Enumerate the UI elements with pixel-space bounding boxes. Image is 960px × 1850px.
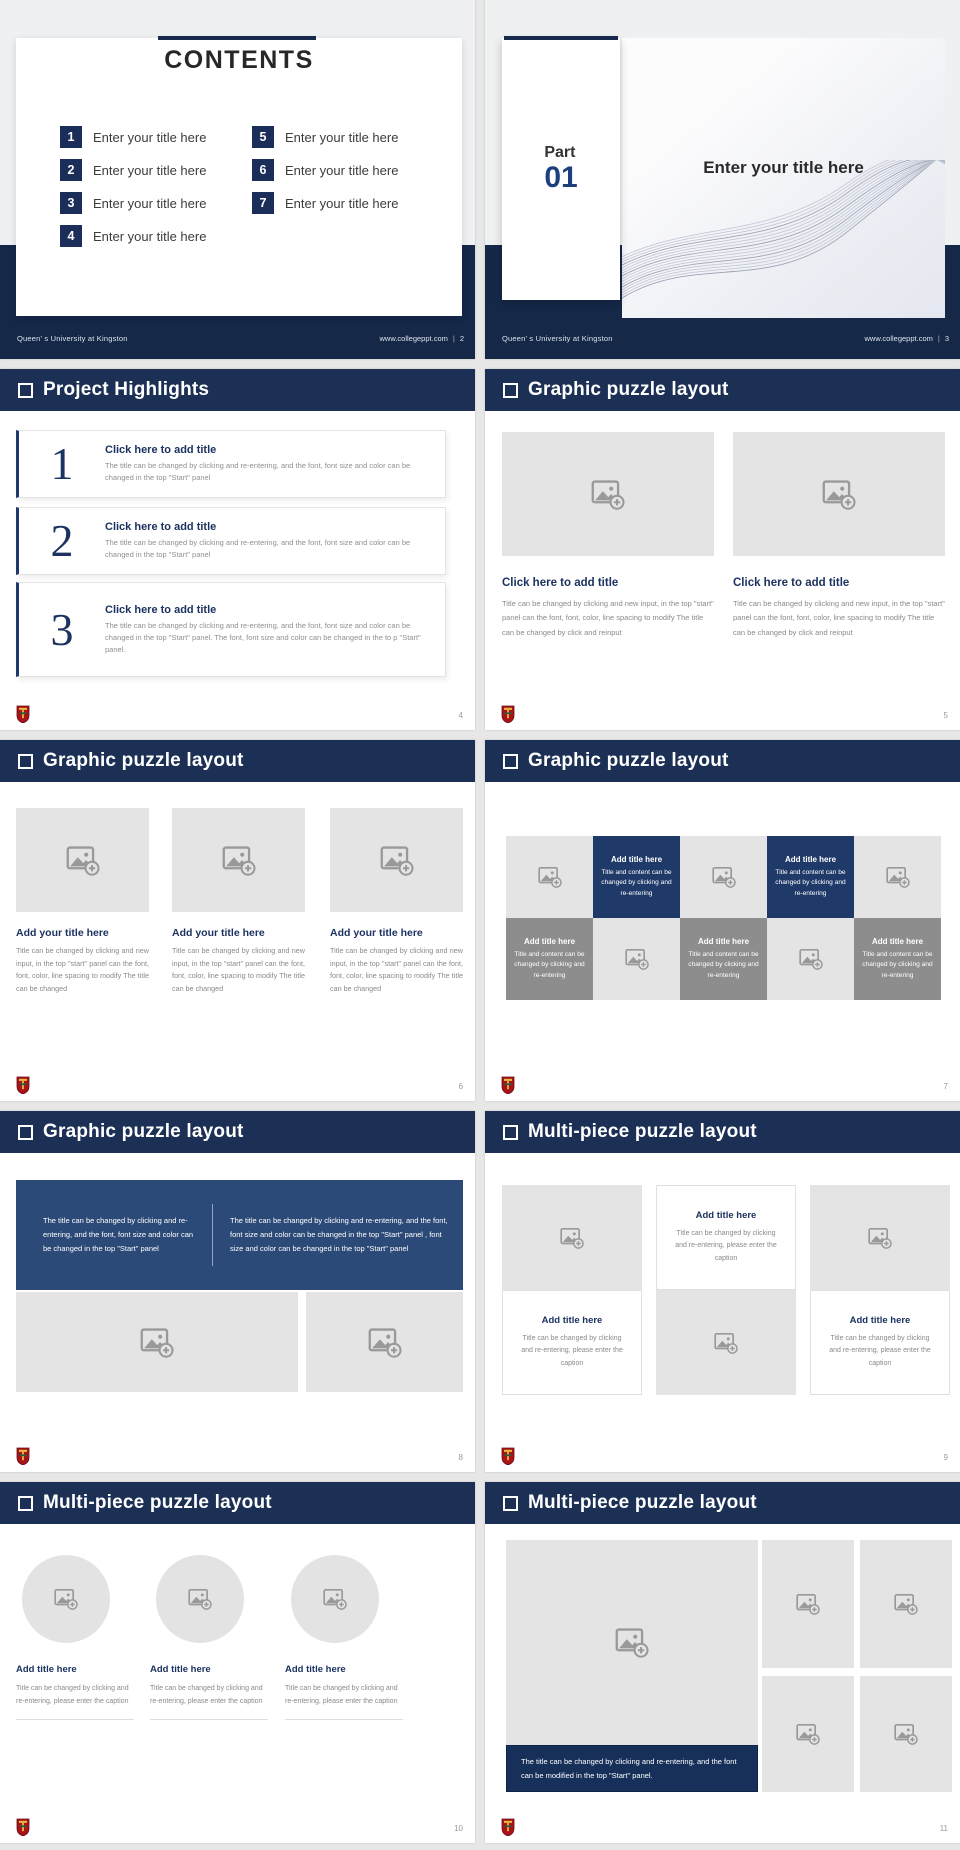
tile-title: Add title here xyxy=(784,855,837,865)
cell-title: Add title here xyxy=(849,1314,911,1326)
slide-contents xyxy=(0,0,475,359)
puzzle-column xyxy=(16,808,149,995)
slide-header-title: Multi-piece puzzle layout xyxy=(528,1492,757,1513)
image-placeholder xyxy=(506,836,593,918)
slide-multi-mosaic xyxy=(485,1482,960,1843)
highlight-title: Click here to add title xyxy=(105,444,217,456)
text-tile-navy xyxy=(767,836,854,918)
part-card xyxy=(502,38,620,300)
image-placeholder xyxy=(762,1676,854,1792)
highlight-number: 1 xyxy=(50,438,74,489)
column-title: Add your title here xyxy=(172,927,265,939)
toc-number-badge: 3 xyxy=(60,192,82,214)
footer-url: www.collegeppt.com xyxy=(379,334,448,343)
toc-label: Enter your title here xyxy=(285,195,399,211)
toc-label: Enter your title here xyxy=(93,228,207,244)
slide-header xyxy=(0,1111,475,1153)
highlight-number: 2 xyxy=(50,515,74,566)
page-number: 10 xyxy=(454,1824,463,1833)
page-number: 5 xyxy=(943,711,948,720)
slide-puzzle-grid xyxy=(485,740,960,1101)
add-image-icon xyxy=(894,1593,918,1615)
circle-text-column xyxy=(285,1664,403,1720)
image-placeholder xyxy=(330,808,463,912)
slide-header-title: Graphic puzzle layout xyxy=(528,750,729,771)
page-number: 4 xyxy=(458,711,463,720)
column-body: Title can be changed by clicking and new input, in the top "start" panel can the font, font, color, line spacing to modify The title can be changed xyxy=(172,946,305,993)
university-crest-icon xyxy=(501,1076,515,1094)
image-placeholder xyxy=(502,432,714,556)
text-cell xyxy=(502,1290,642,1395)
footer-separator: | xyxy=(452,334,455,343)
add-image-icon xyxy=(799,948,823,970)
page-number: 7 xyxy=(943,1082,948,1091)
highlight-item xyxy=(16,582,446,677)
cell-title: Add title here xyxy=(150,1664,211,1675)
text-tile-gray xyxy=(854,918,941,1000)
add-image-icon xyxy=(591,479,625,510)
slide-puzzle-text xyxy=(0,1111,475,1472)
university-crest-icon xyxy=(501,1818,515,1836)
square-bullet-icon xyxy=(18,1125,33,1140)
highlight-title: Click here to add title xyxy=(105,521,217,533)
cell-body: Title can be changed by clicking and re-entering, please enter the caption xyxy=(150,1685,263,1705)
contents-title: CONTENTS xyxy=(164,46,314,74)
column-title: Click here to add title xyxy=(502,577,619,589)
column-body: Title can be changed by clicking and new input, in the top "start" panel can the font, font, color, line spacing to modify The title can be changed xyxy=(16,946,149,993)
slide-multi-circles xyxy=(0,1482,475,1843)
toc-item xyxy=(60,192,206,214)
toc-number-badge: 6 xyxy=(252,159,274,181)
page-number: 11 xyxy=(939,1824,948,1833)
banner-text-right: The title can be changed by clicking and re-entering, and the font, font size and color can be changed in the top "Start" panel , font size and color can be changed in the top "Start" panel xyxy=(230,1216,448,1253)
column-body: Title can be changed by clicking and new input, in the top "start" panel can the font, font, color, line spacing to modify The title can be changed by click and reinput xyxy=(502,599,714,637)
image-placeholder xyxy=(656,1290,796,1395)
highlight-body: The title can be changed by clicking and re-entering, and the font, font size and color can be changed in the top "Start" panel xyxy=(105,461,411,482)
highlight-text xyxy=(105,604,445,656)
toc-column-left xyxy=(60,126,206,258)
footer-page-number: 2 xyxy=(459,334,464,343)
toc-label: Enter your title here xyxy=(285,129,399,145)
part-label: Part xyxy=(544,144,576,162)
toc-number-badge: 1 xyxy=(60,126,82,148)
image-placeholder xyxy=(16,1292,298,1392)
university-crest-icon xyxy=(501,1447,515,1465)
slide-header xyxy=(485,369,960,411)
toc-number-badge: 4 xyxy=(60,225,82,247)
slide-header-title: Multi-piece puzzle layout xyxy=(528,1121,757,1142)
footer-url: www.collegeppt.com xyxy=(864,334,933,343)
image-placeholder xyxy=(860,1540,952,1668)
toc-label: Enter your title here xyxy=(93,162,207,178)
highlight-text xyxy=(105,521,445,561)
slide-puzzle-two xyxy=(485,369,960,730)
tile-body: Title and content can be changed by clicking and re-entering xyxy=(775,869,846,897)
add-image-icon xyxy=(560,1227,584,1249)
image-placeholder xyxy=(762,1540,854,1668)
section-title: Enter your title here xyxy=(703,158,864,177)
toc-label: Enter your title here xyxy=(93,129,207,145)
image-placeholder xyxy=(502,1185,642,1290)
column-title: Add your title here xyxy=(16,927,109,939)
cell-title: Add title here xyxy=(285,1664,346,1675)
toc-item xyxy=(60,225,206,247)
university-crest-icon xyxy=(16,705,30,723)
toc-item xyxy=(60,159,206,181)
navy-text-banner xyxy=(16,1180,463,1290)
university-crest-icon xyxy=(16,1447,30,1465)
slide-header xyxy=(485,740,960,782)
slide-multi-checkerboard xyxy=(485,1111,960,1472)
toc-item xyxy=(60,126,206,148)
image-placeholder xyxy=(172,808,305,912)
highlight-item xyxy=(16,430,446,498)
puzzle-grid xyxy=(506,836,941,1000)
add-image-icon xyxy=(822,479,856,510)
image-placeholder xyxy=(767,918,854,1000)
cell-body: Title can be changed by clicking and re-entering, please enter the caption xyxy=(829,1334,931,1367)
add-image-icon xyxy=(868,1227,892,1249)
column-title: Click here to add title xyxy=(733,577,850,589)
image-placeholder xyxy=(680,836,767,918)
text-tile-navy xyxy=(593,836,680,918)
add-image-icon xyxy=(796,1593,820,1615)
banner-divider xyxy=(212,1204,213,1266)
add-image-icon xyxy=(712,866,736,888)
university-crest-icon xyxy=(16,1818,30,1836)
highlight-body: The title can be changed by clicking and re-entering, and the font, font size and color can be changed in the top "Start" panel. The font, font size and color can be changed in the to p "Start" panel. xyxy=(105,620,421,654)
slide-header xyxy=(0,1482,475,1524)
add-image-icon xyxy=(380,845,414,876)
image-placeholder xyxy=(810,1185,950,1290)
slide-header xyxy=(485,1111,960,1153)
square-bullet-icon xyxy=(503,1125,518,1140)
tile-title: Add title here xyxy=(697,937,750,947)
footer-site xyxy=(865,334,950,343)
cell-title: Add title here xyxy=(695,1209,757,1221)
puzzle-column xyxy=(502,432,714,640)
add-image-icon xyxy=(625,948,649,970)
page-number: 8 xyxy=(458,1453,463,1462)
column-body: Title can be changed by clicking and new input, in the top "start" panel can the font, font, color, line spacing to modify The title can be changed xyxy=(330,946,463,993)
image-placeholder xyxy=(306,1292,463,1392)
add-image-icon xyxy=(538,866,562,888)
slide-header-title: Multi-piece puzzle layout xyxy=(43,1492,272,1513)
underline-rule xyxy=(285,1719,403,1720)
tile-title: Add title here xyxy=(610,855,663,865)
add-image-icon xyxy=(323,1588,347,1610)
puzzle-column xyxy=(330,808,463,995)
add-image-icon xyxy=(54,1588,78,1610)
slide-header xyxy=(0,369,475,411)
toc-item xyxy=(252,159,398,181)
circle-text-column xyxy=(16,1664,134,1720)
square-bullet-icon xyxy=(18,754,33,769)
highlight-item xyxy=(16,507,446,575)
underline-rule xyxy=(16,1719,134,1720)
circle-text-column xyxy=(150,1664,268,1720)
slide-header xyxy=(485,1482,960,1524)
toc-label: Enter your title here xyxy=(93,195,207,211)
puzzle-column xyxy=(656,1185,796,1395)
tile-body: Title and content can be changed by clicking and re-entering xyxy=(862,951,933,979)
tile-body: Title and content can be changed by clicking and re-entering xyxy=(514,951,585,979)
image-placeholder xyxy=(593,918,680,1000)
image-placeholder xyxy=(854,836,941,918)
image-placeholder xyxy=(860,1676,952,1792)
wave-decoration xyxy=(622,160,945,318)
highlight-number: 3 xyxy=(50,603,74,655)
column-title: Add your title here xyxy=(330,927,423,939)
square-bullet-icon xyxy=(18,1496,33,1511)
slide-header-title: Graphic puzzle layout xyxy=(43,750,244,771)
footer-university: Queen' s University at Kingston xyxy=(17,334,128,343)
part-number: 01 xyxy=(544,161,578,195)
text-cell xyxy=(810,1290,950,1395)
circle-image-placeholder xyxy=(156,1555,244,1643)
cell-body: Title can be changed by clicking and re-entering, please enter the caption xyxy=(675,1229,777,1262)
cell-body: Title can be changed by clicking and re-entering, please enter the caption xyxy=(285,1685,398,1705)
slide-puzzle-three xyxy=(0,740,475,1101)
add-image-icon xyxy=(66,845,100,876)
toc-item xyxy=(252,192,398,214)
puzzle-column xyxy=(502,1185,642,1395)
toc-number-badge: 5 xyxy=(252,126,274,148)
slide-section-part xyxy=(485,0,960,359)
add-image-icon xyxy=(886,866,910,888)
puzzle-column xyxy=(172,808,305,995)
toc-number-badge: 7 xyxy=(252,192,274,214)
underline-rule xyxy=(150,1719,268,1720)
page-number: 9 xyxy=(943,1453,948,1462)
cell-body: Title can be changed by clicking and re-entering, please enter the caption xyxy=(16,1685,129,1705)
add-image-icon xyxy=(368,1327,402,1358)
add-image-icon xyxy=(796,1723,820,1745)
column-body: Title can be changed by clicking and new input, in the top "start" panel can the font, font, color, line spacing to modify The title can be changed by click and reinput xyxy=(733,599,945,637)
add-image-icon xyxy=(188,1588,212,1610)
image-placeholder-large xyxy=(506,1540,758,1745)
footer-site xyxy=(380,334,465,343)
add-image-icon xyxy=(615,1627,649,1658)
toc-item xyxy=(252,126,398,148)
footer-separator: | xyxy=(937,334,940,343)
image-placeholder xyxy=(16,808,149,912)
text-tile-gray xyxy=(680,918,767,1000)
tile-body: Title and content can be changed by clicking and re-entering xyxy=(601,869,672,897)
circle-image-placeholder xyxy=(291,1555,379,1643)
highlight-body: The title can be changed by clicking and re-entering, and the font, font size and color can be changed in the top "Start" panel xyxy=(105,538,411,559)
highlight-title: Click here to add title xyxy=(105,603,217,616)
add-image-icon xyxy=(140,1327,174,1358)
add-image-icon xyxy=(714,1332,738,1354)
slide-header-title: Graphic puzzle layout xyxy=(43,1121,244,1142)
toc-column-right xyxy=(252,126,398,225)
footer-page-number: 3 xyxy=(944,334,949,343)
tile-title: Add title here xyxy=(523,937,576,947)
part-block xyxy=(544,144,577,193)
university-crest-icon xyxy=(16,1076,30,1094)
tile-body: Title and content can be changed by clicking and re-entering xyxy=(688,951,759,979)
square-bullet-icon xyxy=(503,383,518,398)
title-accent-line xyxy=(158,36,316,40)
banner-text-left: The title can be changed by clicking and re-entering, and the font, font size and color can be changed in the top "Start" panel xyxy=(43,1216,194,1253)
slide-header-title: Graphic puzzle layout xyxy=(528,379,729,400)
toc-number-badge: 2 xyxy=(60,159,82,181)
image-placeholder xyxy=(733,432,945,556)
section-hero-panel xyxy=(622,38,945,318)
highlight-text xyxy=(105,444,445,484)
university-crest-icon xyxy=(501,705,515,723)
square-bullet-icon xyxy=(503,754,518,769)
circle-image-placeholder xyxy=(22,1555,110,1643)
part-accent-line xyxy=(504,36,618,40)
tile-title: Add title here xyxy=(871,937,924,947)
slide-project-highlights xyxy=(0,369,475,730)
puzzle-column xyxy=(810,1185,950,1395)
text-cell xyxy=(656,1185,796,1290)
puzzle-column xyxy=(733,432,945,640)
text-tile-gray xyxy=(506,918,593,1000)
page-number: 6 xyxy=(458,1082,463,1091)
add-image-icon xyxy=(894,1723,918,1745)
caption-box: The title can be changed by clicking and re-entering, and the font can be modified in the top "Start" panel. xyxy=(506,1745,758,1792)
footer-university: Queen' s University at Kingston xyxy=(502,334,613,343)
cell-title: Add title here xyxy=(541,1314,603,1326)
slide-header-title: Project Highlights xyxy=(43,379,210,400)
cell-title: Add title here xyxy=(16,1664,77,1675)
slide-header xyxy=(0,740,475,782)
add-image-icon xyxy=(222,845,256,876)
cell-body: Title can be changed by clicking and re-entering, please enter the caption xyxy=(521,1334,623,1367)
square-bullet-icon xyxy=(503,1496,518,1511)
toc-label: Enter your title here xyxy=(285,162,399,178)
square-bullet-icon xyxy=(18,383,33,398)
